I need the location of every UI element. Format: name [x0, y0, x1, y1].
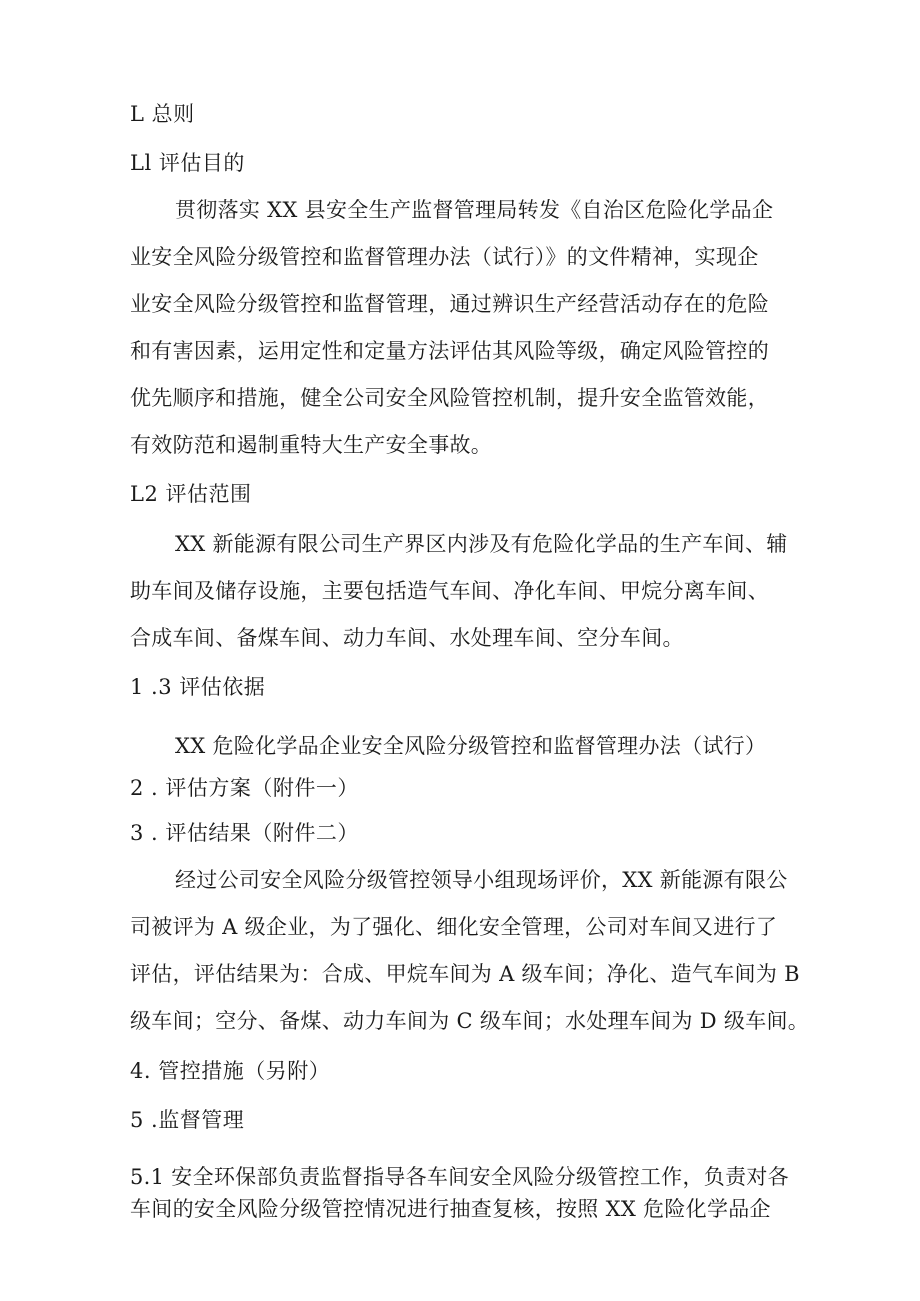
paragraph-line: XX 危险化学品企业安全风险分级管控和监督管理办法（试行） [175, 734, 767, 758]
paragraph-line: 级车间；空分、备煤、动力车间为 C 级车间；水处理车间为 D 级车间。 [130, 1009, 810, 1033]
paragraph-line: 贯彻落实 XX 县安全生产监督管理局转发《自治区危险化学品企 [175, 198, 774, 222]
section-5-heading: 5 .监督管理 [130, 1108, 245, 1132]
paragraph-line: 评估，评估结果为：合成、甲烷车间为 A 级车间；净化、造气车间为 B [130, 962, 800, 986]
paragraph-line: 司被评为 A 级企业，为了强化、细化安全管理，公司对车间又进行了 [130, 915, 778, 939]
section-4-heading: 4. 管控措施（另附） [130, 1059, 331, 1083]
section-3-heading: 3 . 评估结果（附件二） [130, 821, 359, 845]
paragraph-line: 经过公司安全风险分级管控领导小组现场评价，XX 新能源有限公 [175, 868, 788, 892]
paragraph-line: 5.1 安全环保部负责监督指导各车间安全风险分级管控工作，负责对各 [130, 1165, 789, 1189]
paragraph-line: 有效防范和遏制重特大生产安全事故。 [130, 433, 493, 457]
section-1-3-heading: 1 .3 评估依据 [130, 675, 266, 699]
paragraph-line: 助车间及储存设施，主要包括造气车间、净化车间、甲烷分离车间、 [130, 579, 769, 603]
section-1-2-heading: L2 评估范围 [130, 482, 252, 506]
paragraph-line: 车间的安全风险分级管控情况进行抽查复核，按照 XX 危险化学品企 [130, 1197, 771, 1221]
paragraph-line: 和有害因素，运用定性和定量方法评估其风险等级，确定风险管控的 [130, 339, 769, 363]
paragraph-line: XX 新能源有限公司生产界区内涉及有危险化学品的生产车间、辅 [175, 532, 788, 556]
section-2-heading: 2 . 评估方案（附件一） [130, 776, 359, 800]
paragraph-line: 业安全风险分级管控和监督管理，通过辨识生产经营活动存在的危险 [130, 292, 769, 316]
paragraph-line: 业安全风险分级管控和监督管理办法（试行）》的文件精神，实现企 [130, 245, 759, 269]
paragraph-line: 合成车间、备煤车间、动力车间、水处理车间、空分车间。 [130, 626, 684, 650]
section-1-1-heading: Ll 评估目的 [130, 151, 245, 175]
section-1-heading: L 总则 [130, 102, 195, 126]
paragraph-line: 优先顺序和措施，健全公司安全风险管控机制，提升安全监管效能， [130, 386, 769, 410]
